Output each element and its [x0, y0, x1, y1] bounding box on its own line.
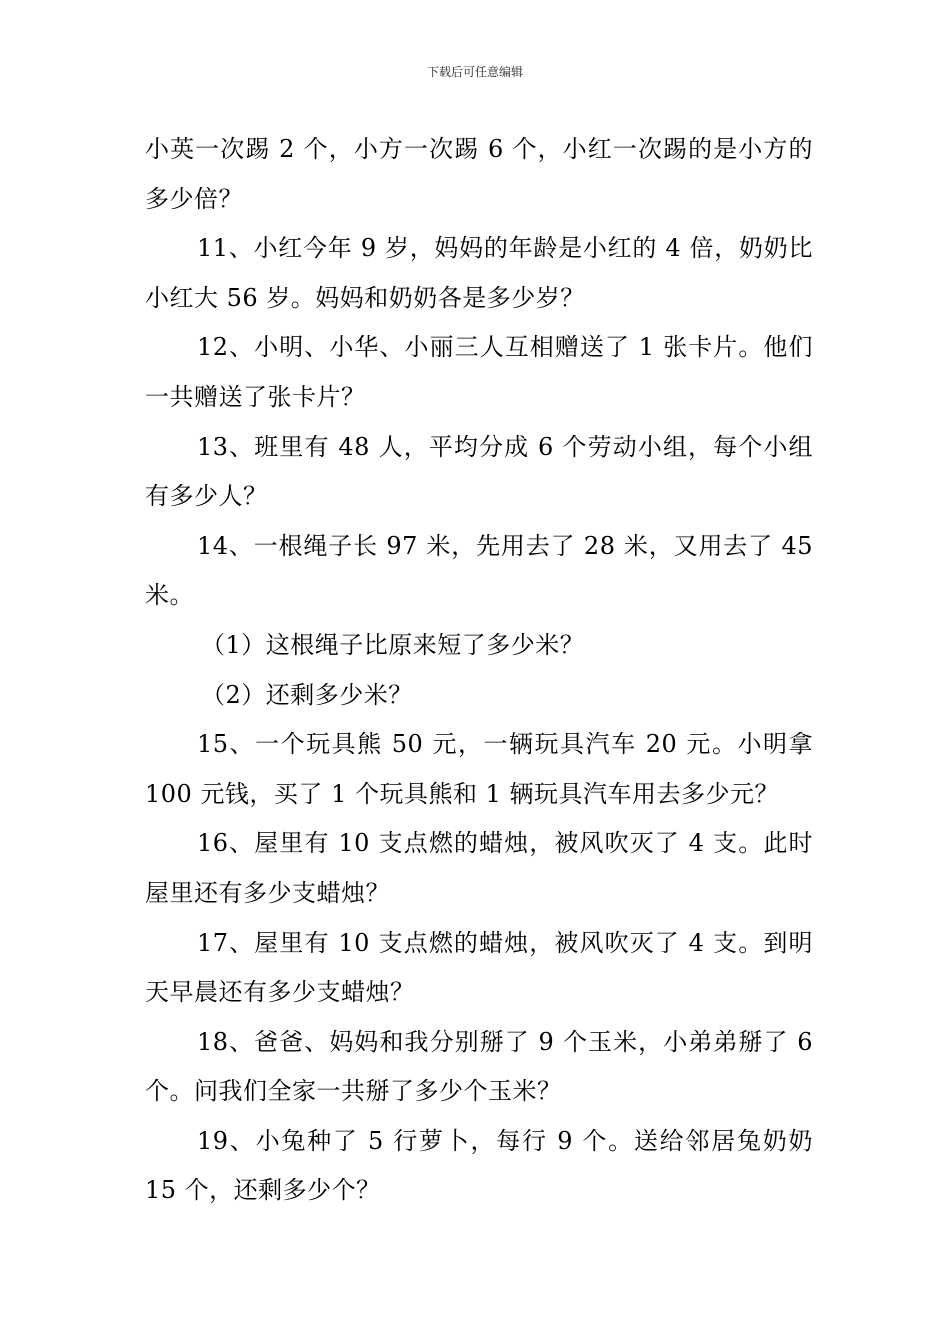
question-17: 17、屋里有 10 支点燃的蜡烛，被风吹灭了 4 支。到明天早晨还有多少支蜡烛？	[145, 928, 813, 1007]
question-16: 16、屋里有 10 支点燃的蜡烛，被风吹灭了 4 支。此时屋里还有多少支蜡烛？	[145, 829, 813, 907]
question-14-part-2: （2）还剩多少米？	[201, 680, 413, 709]
document-body	[145, 125, 813, 1216]
page-header: 下载后可任意编辑	[426, 65, 523, 79]
question-11: 11、小红今年 9 岁，妈妈的年龄是小红的 4 倍，奶奶比小红大 56 岁。妈妈和奶奶各是多少岁？	[145, 234, 813, 312]
question-13: 13、班里有 48 人，平均分成 6 个劳动小组，每个小组有多少人？	[145, 432, 813, 511]
question-14: 14、一根绳子长 97 米，先用去了 28 米，又用去了 45 米。	[145, 531, 813, 610]
question-12: 12、小明、小华、小丽三人互相赠送了 1 张卡片。他们一共赠送了张卡片？	[145, 333, 813, 411]
paragraph-intro-continuation: 小英一次踢 2 个，小方一次踢 6 个，小红一次踢的是小方的多少倍？	[145, 135, 813, 213]
question-15: 15、一个玩具熊 50 元，一辆玩具汽车 20 元。小明拿 100 元钱，买了 1 个玩具熊和 1 辆玩具汽车用去多少元？	[145, 730, 813, 808]
question-14-part-1: （1）这根绳子比原来短了多少米？	[201, 630, 585, 659]
question-19: 19、小兔种了 5 行萝卜，每行 9 个。送给邻居兔奶奶 15 个，还剩多少个？	[145, 1126, 813, 1205]
question-18: 18、爸爸、妈妈和我分别掰了 9 个玉米，小弟弟掰了 6 个。问我们全家一共掰了多少个玉米？	[145, 1027, 813, 1106]
